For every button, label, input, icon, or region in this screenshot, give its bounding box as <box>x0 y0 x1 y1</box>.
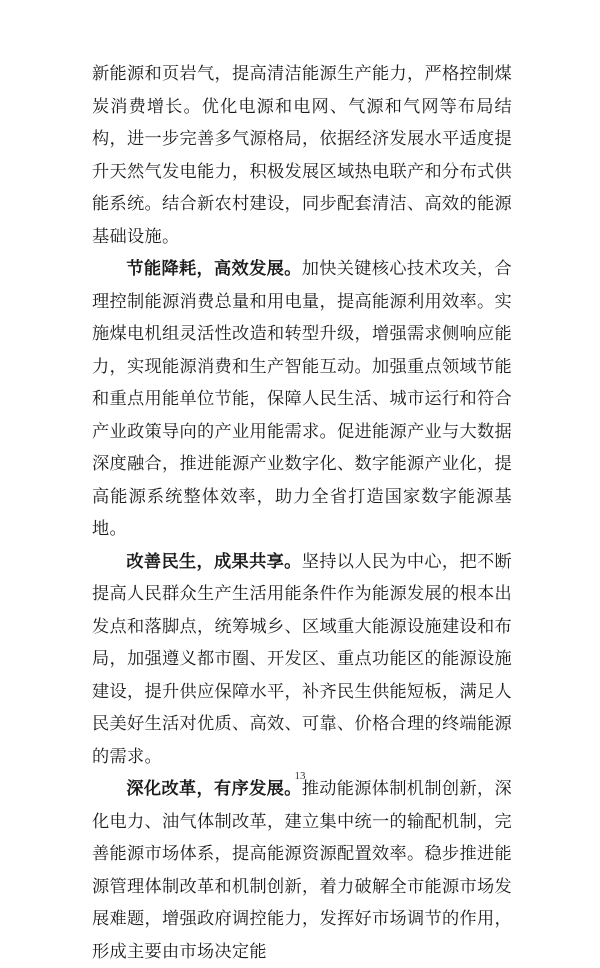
paragraph-energy-efficiency <box>92 253 512 546</box>
paragraph-heading: 节能降耗，高效发展。 <box>126 259 302 279</box>
paragraph-reform <box>92 773 512 968</box>
paragraph-text: 新能源和页岩气，提高清洁能源生产能力，严格控制煤炭消费增长。优化电源和电网、气源和气网等布局结构，进一步完善多气源格局，依据经济发展水平适度提升天然气发电能力，积极发展区域热电联产和分布式供能系统。结合新农村建设，同步配套清洁、高效的能源基础设施。 <box>92 64 512 247</box>
page-number: 13 <box>294 770 306 782</box>
paragraph-continuation <box>92 58 512 253</box>
document-body <box>92 58 512 968</box>
paragraph-heading: 深化改革，有序发展。 <box>126 779 302 799</box>
paragraph-heading: 改善民生，成果共享。 <box>126 551 302 572</box>
paragraph-text: 坚持以人民为中心，把不断提高人民群众生产生活用能条件作为能源发展的根本出发点和落脚点，统筹城乡、区域重大能源设施建设和布局，加强遵义都市圈、开发区、重点功能区的能源设施建设，提升供应保障水平，补齐民生供能短板，满足人民美好生活对优质、高效、可靠、价格合理的终端能源的需求。 <box>92 551 512 767</box>
paragraph-livelihood <box>92 546 512 774</box>
paragraph-text: 加快关键核心技术攻关，合理控制能源消费总量和用电量，提高能源利用效率。实施煤电机组灵活性改造和转型升级，增强需求侧响应能力，实现能源消费和生产智能互动。加强重点领域节能和重点用能单位节能，保障人民生活、城市运行和符合产业政策导向的产业用能需求。促进能源产业与大数据深度融合，推进能源产业数字化、数字能源产业化，提高能源系统整体效率，助力全省打造国家数字能源基地。 <box>92 259 512 539</box>
paragraph-text: 推动能源体制机制创新，深化电力、油气体制改革，建立集中统一的输配机制，完善能源市场体系，提高能源资源配置效率。稳步推进能源管理体制改革和机制创新，着力破解全市能源市场发展难题，增强政府调控能力，发挥好市场调节的作用，形成主要由市场决定能 <box>92 779 512 962</box>
